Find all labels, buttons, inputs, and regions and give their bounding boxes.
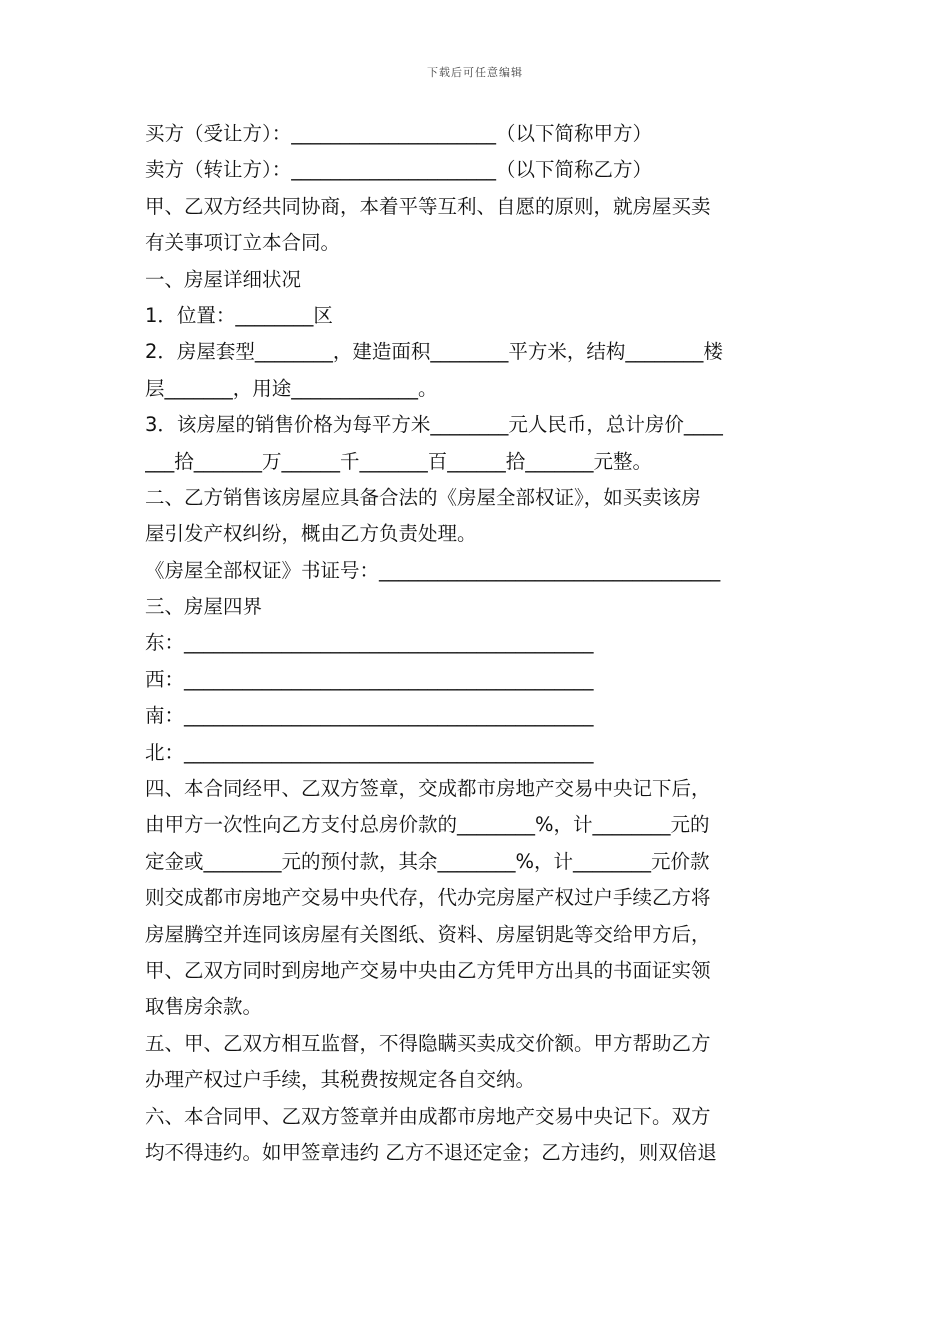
- section-line: 则交成都市房地产交易中央代存，代办完房屋产权过户手续乙方将: [145, 886, 711, 910]
- section-line: 五、甲、乙双方相互监督，不得隐瞒买卖成交价额。甲方帮助乙方: [145, 1031, 711, 1055]
- clause-line: 3．该房屋的销售价格为每平方米________元人民币，总计房价____: [145, 413, 723, 437]
- clause-line: 层_______，用途_____________。: [145, 376, 438, 400]
- seller-line: 卖方（转让方）：_____________________（以下简称乙方）: [145, 158, 653, 182]
- section-heading: 三、房屋四界: [145, 595, 263, 619]
- clause-line: 1．位置：________区: [145, 303, 333, 327]
- page-header: 下载后可任意编辑: [427, 66, 523, 79]
- section-line: 二、乙方销售该房屋应具备合法的《房屋全部权证》，如买卖该房: [145, 485, 701, 509]
- section-line: 甲、乙双方同时到房地产交易中央由乙方凭甲方出具的书面证实领: [145, 958, 711, 982]
- boundary-north: 北：__________________________________________: [145, 740, 594, 764]
- section-line: 取售房余款。: [145, 995, 263, 1019]
- boundary-west: 西：__________________________________________: [145, 667, 594, 691]
- clause-line: 2．房屋套型________，建造面积________平方米，结构________楼: [145, 340, 723, 364]
- boundary-east: 东：__________________________________________: [145, 631, 594, 655]
- intro-line: 有关事项订立本合同。: [145, 231, 341, 255]
- section-line: 均不得违约。如甲签章违约 乙方不退还定金；乙方违约，则双倍退: [145, 1140, 717, 1164]
- section-line: 屋引发产权纠纷，概由乙方负责处理。: [145, 522, 477, 546]
- section-line: 由甲方一次性向乙方支付总房价款的________%，计________元的: [145, 813, 710, 837]
- boundary-south: 南：__________________________________________: [145, 704, 594, 728]
- buyer-line: 买方（受让方）：_____________________（以下简称甲方）: [145, 122, 653, 145]
- section-line: 房屋腾空并连同该房屋有关图纸、资料、房屋钥匙等交给甲方后，: [145, 922, 711, 946]
- clause-line: ___拾_______万______千_______百______拾_______元整。: [145, 449, 653, 473]
- contract-body: [145, 116, 810, 1171]
- intro-line: 甲、乙双方经共同协商，本着平等互利、自愿的原则，就房屋买卖: [145, 194, 711, 218]
- section-line: 六、本合同甲、乙双方签章并由成都市房地产交易中央记下。双方: [145, 1104, 711, 1128]
- section-heading: 一、房屋详细状况: [145, 267, 302, 291]
- section-line: 四、本合同经甲、乙双方签章，交成都市房地产交易中央记下后，: [145, 777, 711, 801]
- section-line: 办理产权过户手续，其税费按规定各自交纳。: [145, 1068, 536, 1092]
- certificate-line: 《房屋全部权证》书证号：___________________________________: [145, 558, 721, 582]
- section-line: 定金或________元的预付款，其余________%，计________元价款: [145, 849, 710, 873]
